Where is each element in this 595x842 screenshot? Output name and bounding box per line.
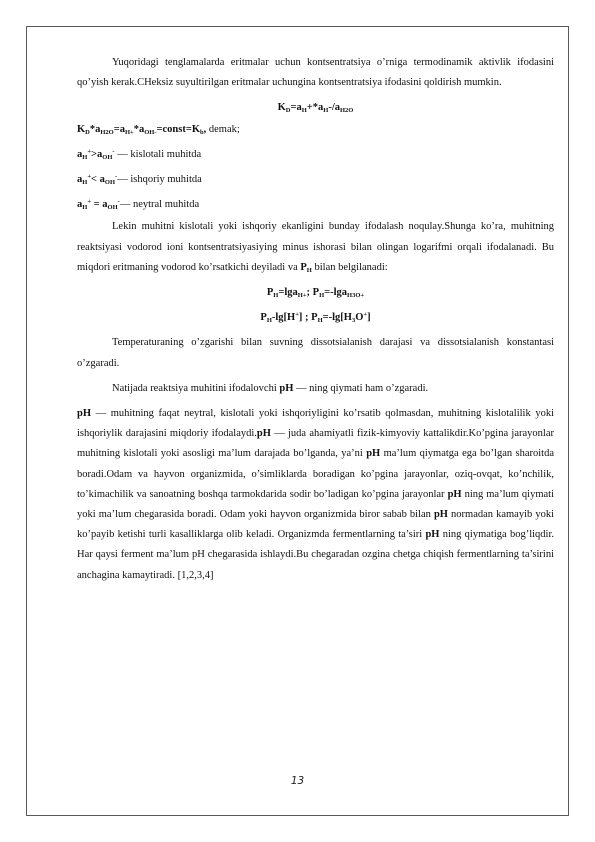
paragraph-hydrogen-index: Lekin muhitni kislotali yoki ishqoriy ekanligini bunday ifodalash noqulay.Shunga ko’ra, muhitning reaktsiyasi vodorod ioni kontsentratsiyasiying minus ishorasi bilan olingan logarifmi orqali ifodalanadi. Bu miqdori eritmaning vodorod ko’rsatkichi deyiladi va $P_H$ bilan belgilanadi:	[77, 221, 554, 274]
document-body	[77, 53, 554, 586]
paragraph-temperature: Temperaturaning o’zgarishi bilan suvning dissotsialanish darajasi va dissotsialanish konstantasi o’zgaradi.	[77, 337, 554, 369]
condition-acidic: $a_H^+>a_{OH}^-$ — kislotali muhitda	[77, 147, 202, 161]
paragraph-ph-change: Natijada reaktsiya muhitini ifodalovchi pH — ning qiymati ham o’zgaradi.	[112, 382, 429, 394]
paragraph-ph-importance: pH — muhitning faqat neytral, kislotali yoki ishqoriyligini ko’rsatib qolmasdan, muhitning kislotalilik yoki ishqoriylik darajasini miqdoriy ifodalaydi.pH — juda ahamiyatli fizik-kimyoviy kattalikdir.Ko’pgina jarayonlar muhitning kislotali yoki asosligi ma’lum darajada bo’lganda, ya’ni pH ma’lum qiymatga ega bo’lgan sharoitda boradi.Odam va hayvon organizmida, o’simliklarda boradigan ko’pgina jarayonlar, oziq-ovqat, ko’nchilik, to’kimachilik va sanoatning boshqa tarmokdarida sodir bo’ladigan ko’pgina jarayonlar pH ning ma’lum qiymati yoki ma’lum chegarasida boradi. Odam yoki hayvon organizmida biror sabab bilan pH normadan kamayib yoki ko’payib ketishi turli kasalliklarga olib keladi. Organizmda fermentlarning ta’siri pH ning qiymatiga bog’liqdir. Har qaysi ferment ma’lum pH chegarasida ishlaydi.Bu chegaradan ozgina chetga chiqish fermentlarning ta’sirini anchagina kamaytiradi. [1,2,3,4]	[77, 408, 555, 581]
equation-ph-log: $P_H=\lg a_{H+}$; $P_H=-\lg a_{H3O+}$	[266, 287, 365, 300]
page-number: 13	[290, 775, 305, 787]
paragraph-activity-intro: Yuqoridagi tenglamalarda eritmalar uchun kontsentratsiya o’rniga termodinamik aktivlik ifodasini qo’yish kerak.CHeksiz suyultirilgan eritmalar uchungina kontsentratsiya ifodasini qoldirish mumkin.	[77, 57, 554, 89]
condition-neutral: $a_H^+$ = $a_{OH}^-—$ neytral muhitda	[77, 198, 200, 212]
equation-ionic-product: $K_D*a_{H2O}=a_{H+}*a_{OH-}=const=K_b$, demak;	[77, 123, 240, 136]
equation-ph-concentration: $P_H-\lg[H^+]$ ; $P_H=-\lg[H_3O^+]$	[260, 311, 371, 325]
equation-dissociation-constant: $K_D=a_H+*a_H-/a_{H2O}$	[277, 102, 354, 115]
condition-alkaline: $a_H^+<$ $a_{OH}^-—$ ishqoriy muhitda	[77, 173, 202, 187]
